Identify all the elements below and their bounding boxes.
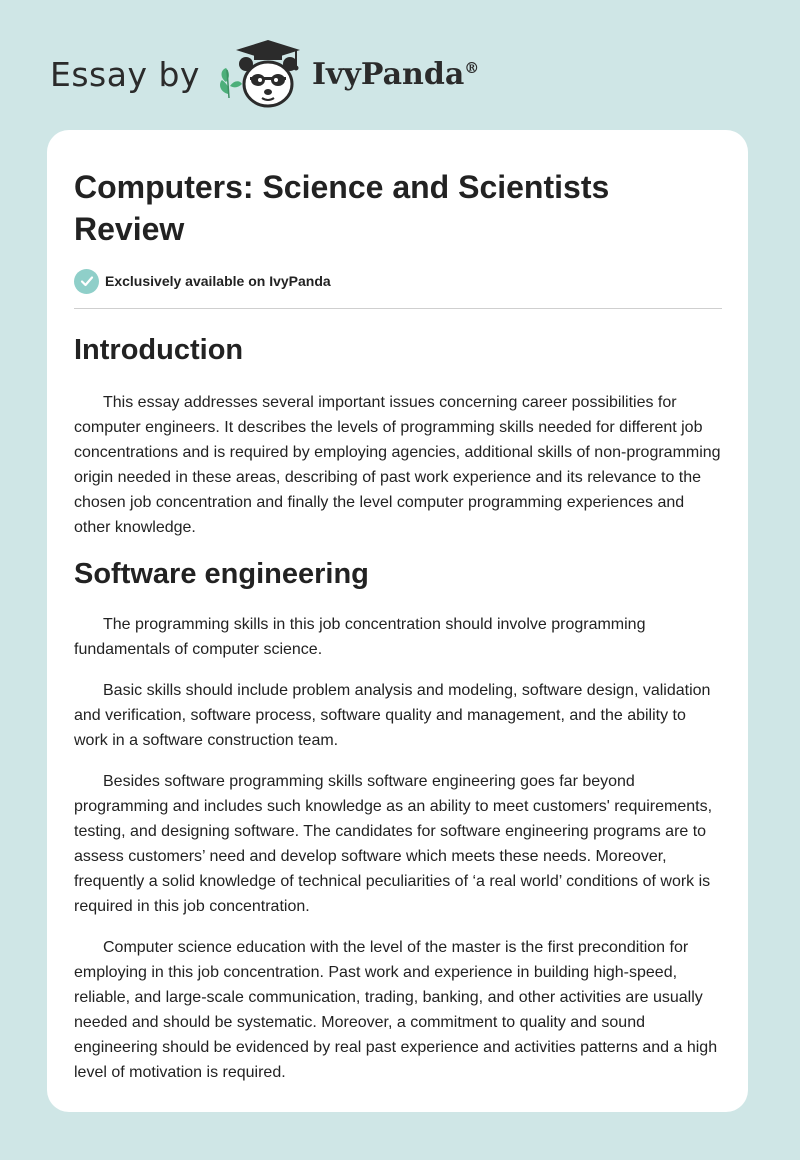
paragraph: The programming skills in this job concentration should involve programming fundamentals of computer science. [74,616,646,658]
exclusive-badge [74,268,721,294]
section-heading-introduction: Introduction [74,334,244,366]
paragraph: Computer science education with the level of the master is the first precondition for employing in this job concentration. Past work and experience in building high-speed, reliable, and large-scale communication, trading, banking, and other activities are usually needed and should be systematic. Moreover, a commitment to quality and sound engineering should be evidenced by real past experience and activities patterns and a high level of motivation is required. [74,939,718,1081]
section-heading-software-engineering: Software engineering [74,558,369,590]
brand-name[interactable]: IvyPanda® [311,56,480,92]
site-header [50,38,479,110]
check-icon [74,269,99,294]
divider [74,308,722,309]
essay-card [47,130,748,1112]
page-title: Computers: Science and Scientists Review [74,169,610,247]
essay-by-label: Essay by [50,54,200,94]
badge-label: Exclusively available on IvyPanda [105,273,331,289]
paragraph: Basic skills should include problem analysis and modeling, software design, validation and verification, software process, software quality and management, and the ability to work in a software construction team. [74,682,711,749]
panda-graduate-logo-icon[interactable] [216,38,306,110]
paragraph: Besides software programming skills software engineering goes far beyond programming and includes such knowledge as an ability to meet customers' requirements, testing, and designing software. The candidates for software engineering programs are to assess customers’ need and develop software which meets these needs. Moreover, frequently a solid knowledge of technical peculiarities of ‘a real world’ conditions of work is required in this job concentration. [74,773,713,915]
leaf-icon [220,68,242,98]
paragraph: This essay addresses several important issues concerning career possibilities for computer engineers. It describes the levels of programming skills needed for different job concentrations and is required by employing agencies, additional skills of non-programming origin needed in these areas, describing of past work experience and its relevance to the chosen job concentration and finally the level computer programming experiences and other knowledge. [74,394,721,536]
